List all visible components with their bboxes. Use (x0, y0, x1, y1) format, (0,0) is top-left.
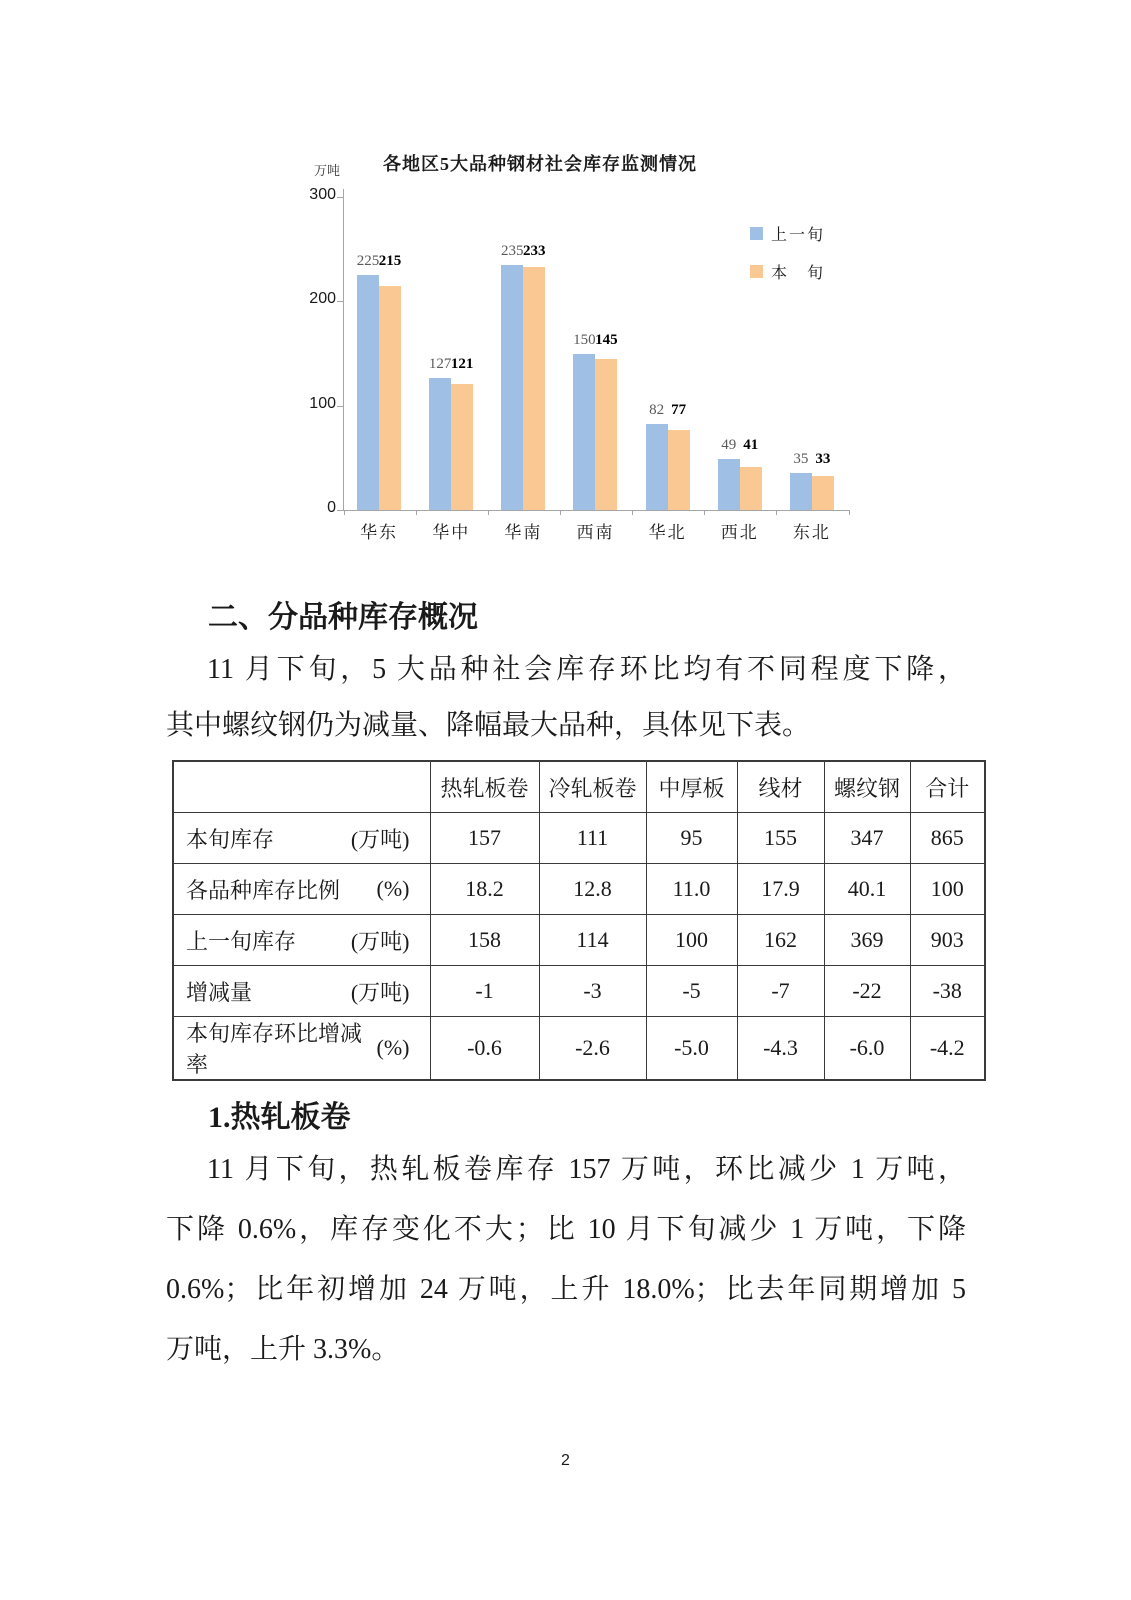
bar-group (633, 197, 705, 510)
x-axis-category-label: 西北 (720, 523, 759, 542)
table-column-header: 螺纹钢 (824, 761, 910, 813)
bar-previous-period (501, 265, 523, 510)
table-row-header (173, 1017, 430, 1081)
table-row-header (173, 864, 430, 915)
bar-value-label: 121 (450, 355, 474, 372)
inventory-by-product-table (172, 760, 986, 1081)
chart-legend (750, 222, 825, 298)
row-unit: (万吨) (350, 928, 410, 954)
x-axis-tick (488, 510, 489, 515)
table-cell: 100 (910, 864, 985, 915)
x-axis-tick (416, 510, 417, 515)
table-cell: 903 (910, 915, 985, 966)
x-axis-tick (560, 510, 561, 515)
table-cell: 155 (737, 813, 824, 864)
bar-value-label: 49 (721, 436, 737, 453)
bar-previous-period (429, 378, 451, 511)
legend-swatch (750, 227, 763, 240)
legend-item (750, 222, 825, 245)
bar-current-period (379, 286, 401, 510)
bar-value-label: 127 (428, 355, 452, 372)
table-column-header: 热轧板卷 (430, 761, 539, 813)
regional-inventory-chart (300, 148, 900, 548)
row-unit: (%) (376, 1035, 410, 1060)
table-cell: 12.8 (539, 864, 646, 915)
table-cell: 17.9 (737, 864, 824, 915)
legend-label: 上一旬 (771, 227, 826, 244)
section-paragraph (166, 642, 966, 754)
table-column-header: 中厚板 (646, 761, 737, 813)
table-header-row (173, 761, 985, 813)
table-row-header (173, 966, 430, 1017)
bar-previous-period (646, 424, 668, 510)
row-label: 本旬库存 (186, 826, 275, 852)
x-axis-category-label: 华东 (360, 523, 399, 542)
bar-value-label: 150 (573, 331, 596, 348)
table-cell: -22 (824, 966, 910, 1017)
bar-current-period (668, 430, 690, 510)
row-header-content (174, 1017, 430, 1079)
bar-group (488, 197, 560, 510)
paragraph-line: 0.6%；比年初增加 24 万吨，上升 18.0%；比去年同期增加 5 (166, 1274, 966, 1305)
bar-value-label: 82 (649, 402, 665, 419)
bar-value-label: 215 (378, 253, 402, 270)
bar-value-label: 225 (356, 253, 380, 270)
table-row-header (173, 813, 430, 864)
table-row (173, 966, 985, 1017)
y-axis-tick-label: 200 (309, 290, 336, 308)
row-unit: (万吨) (350, 826, 410, 852)
bar-group (344, 197, 416, 510)
y-axis-tick-label: 100 (309, 394, 336, 412)
bar-previous-period (573, 354, 595, 511)
table-cell: -38 (910, 966, 985, 1017)
x-axis-category-labels (343, 518, 848, 543)
y-axis-tick (337, 197, 344, 198)
table-cell: -7 (737, 966, 824, 1017)
row-label: 上一旬库存 (186, 928, 297, 954)
table-cell: 369 (824, 915, 910, 966)
table-cell: 18.2 (430, 864, 539, 915)
table-cell: 114 (539, 915, 646, 966)
table-row (173, 915, 985, 966)
table-cell: -3 (539, 966, 646, 1017)
bar-previous-period (718, 459, 740, 510)
bar-value-label: 41 (743, 436, 759, 453)
row-header-content (174, 874, 430, 905)
row-header-content (174, 823, 430, 854)
section-heading: 二、分品种库存概况 (208, 601, 478, 634)
row-unit: (%) (376, 876, 410, 901)
subsection-paragraph (166, 1140, 966, 1380)
table-cell: -6.0 (824, 1017, 910, 1081)
row-label: 增减量 (186, 979, 253, 1005)
bar-group (560, 197, 632, 510)
subsection-heading: 1.热轧板卷 (208, 1101, 351, 1134)
table-cell: 95 (646, 813, 737, 864)
bar-value-label: 233 (523, 242, 546, 259)
row-header-content (174, 976, 430, 1007)
table-cell: -2.6 (539, 1017, 646, 1081)
y-axis-tick (337, 406, 344, 407)
table-row (173, 864, 985, 915)
bar-previous-period (790, 473, 812, 510)
legend-swatch (750, 265, 763, 278)
legend-label: 本 旬 (771, 265, 826, 282)
x-axis-tick (344, 510, 345, 515)
table-cell: 157 (430, 813, 539, 864)
y-axis-tick-label: 300 (309, 186, 336, 203)
row-label: 本旬库存环比增减率 (186, 1021, 363, 1077)
bar-current-period (595, 359, 617, 510)
table-cell: -5.0 (646, 1017, 737, 1081)
x-axis-tick (849, 510, 850, 515)
row-header-content (174, 925, 430, 956)
table-cell: -1 (430, 966, 539, 1017)
table-cell: -4.3 (737, 1017, 824, 1081)
table-column-header: 冷轧板卷 (539, 761, 646, 813)
paragraph-line: 万吨，上升 3.3%。 (166, 1334, 400, 1365)
page-number: 2 (561, 1452, 570, 1469)
bar-current-period (812, 476, 834, 510)
x-axis-category-label: 华北 (648, 523, 687, 542)
table-cell: -5 (646, 966, 737, 1017)
bar-group (416, 197, 488, 510)
bar-value-label: 235 (501, 242, 524, 259)
x-axis-tick (632, 510, 633, 515)
x-axis-tick (704, 510, 705, 515)
y-axis-unit-label: 万吨 (314, 163, 341, 178)
table-cell: 111 (539, 813, 646, 864)
x-axis-tick (776, 510, 777, 515)
paragraph-line: 其中螺纹钢仍为减量、降幅最大品种，具体见下表。 (166, 710, 811, 741)
x-axis-category-label: 华南 (504, 523, 543, 542)
table-cell: 40.1 (824, 864, 910, 915)
table-column-header: 合计 (910, 761, 985, 813)
x-axis-category-label: 华中 (432, 523, 471, 542)
bar-current-period (740, 467, 762, 510)
table-row (173, 1017, 985, 1081)
table-cell: 865 (910, 813, 985, 864)
row-label: 各品种库存比例 (186, 877, 341, 903)
table-cell: 11.0 (646, 864, 737, 915)
paragraph-line: 11 月下旬，热轧板卷库存 157 万吨，环比减少 1 万吨， (207, 1154, 966, 1185)
table-column-header: 线材 (737, 761, 824, 813)
bar-value-label: 77 (671, 402, 687, 419)
y-axis-tick (337, 301, 344, 302)
paragraph-line: 下降 0.6%，库存变化不大；比 10 月下旬减少 1 万吨，下降 (166, 1214, 966, 1245)
table-cell: 158 (430, 915, 539, 966)
bar-value-label: 145 (595, 331, 618, 348)
table-column-header (173, 761, 430, 813)
bar-current-period (451, 384, 473, 510)
table-cell: -0.6 (430, 1017, 539, 1081)
x-axis-category-label: 西南 (576, 523, 615, 542)
table-cell: 162 (737, 915, 824, 966)
paragraph-line: 11 月下旬，5 大品种社会库存环比均有不同程度下降， (207, 654, 966, 685)
row-unit: (万吨) (350, 979, 410, 1005)
table-row (173, 813, 985, 864)
table-cell: 347 (824, 813, 910, 864)
chart-title: 各地区5大品种钢材社会库存监测情况 (383, 154, 697, 174)
table-cell: -4.2 (910, 1017, 985, 1081)
bar-value-label: 33 (815, 451, 831, 468)
x-axis-category-label: 东北 (792, 523, 831, 542)
bar-value-label: 35 (793, 451, 809, 468)
bar-previous-period (357, 275, 379, 510)
legend-item (750, 260, 825, 283)
bar-current-period (523, 267, 545, 510)
y-axis-tick-label: 0 (327, 499, 336, 516)
table-cell: 100 (646, 915, 737, 966)
table-row-header (173, 915, 430, 966)
